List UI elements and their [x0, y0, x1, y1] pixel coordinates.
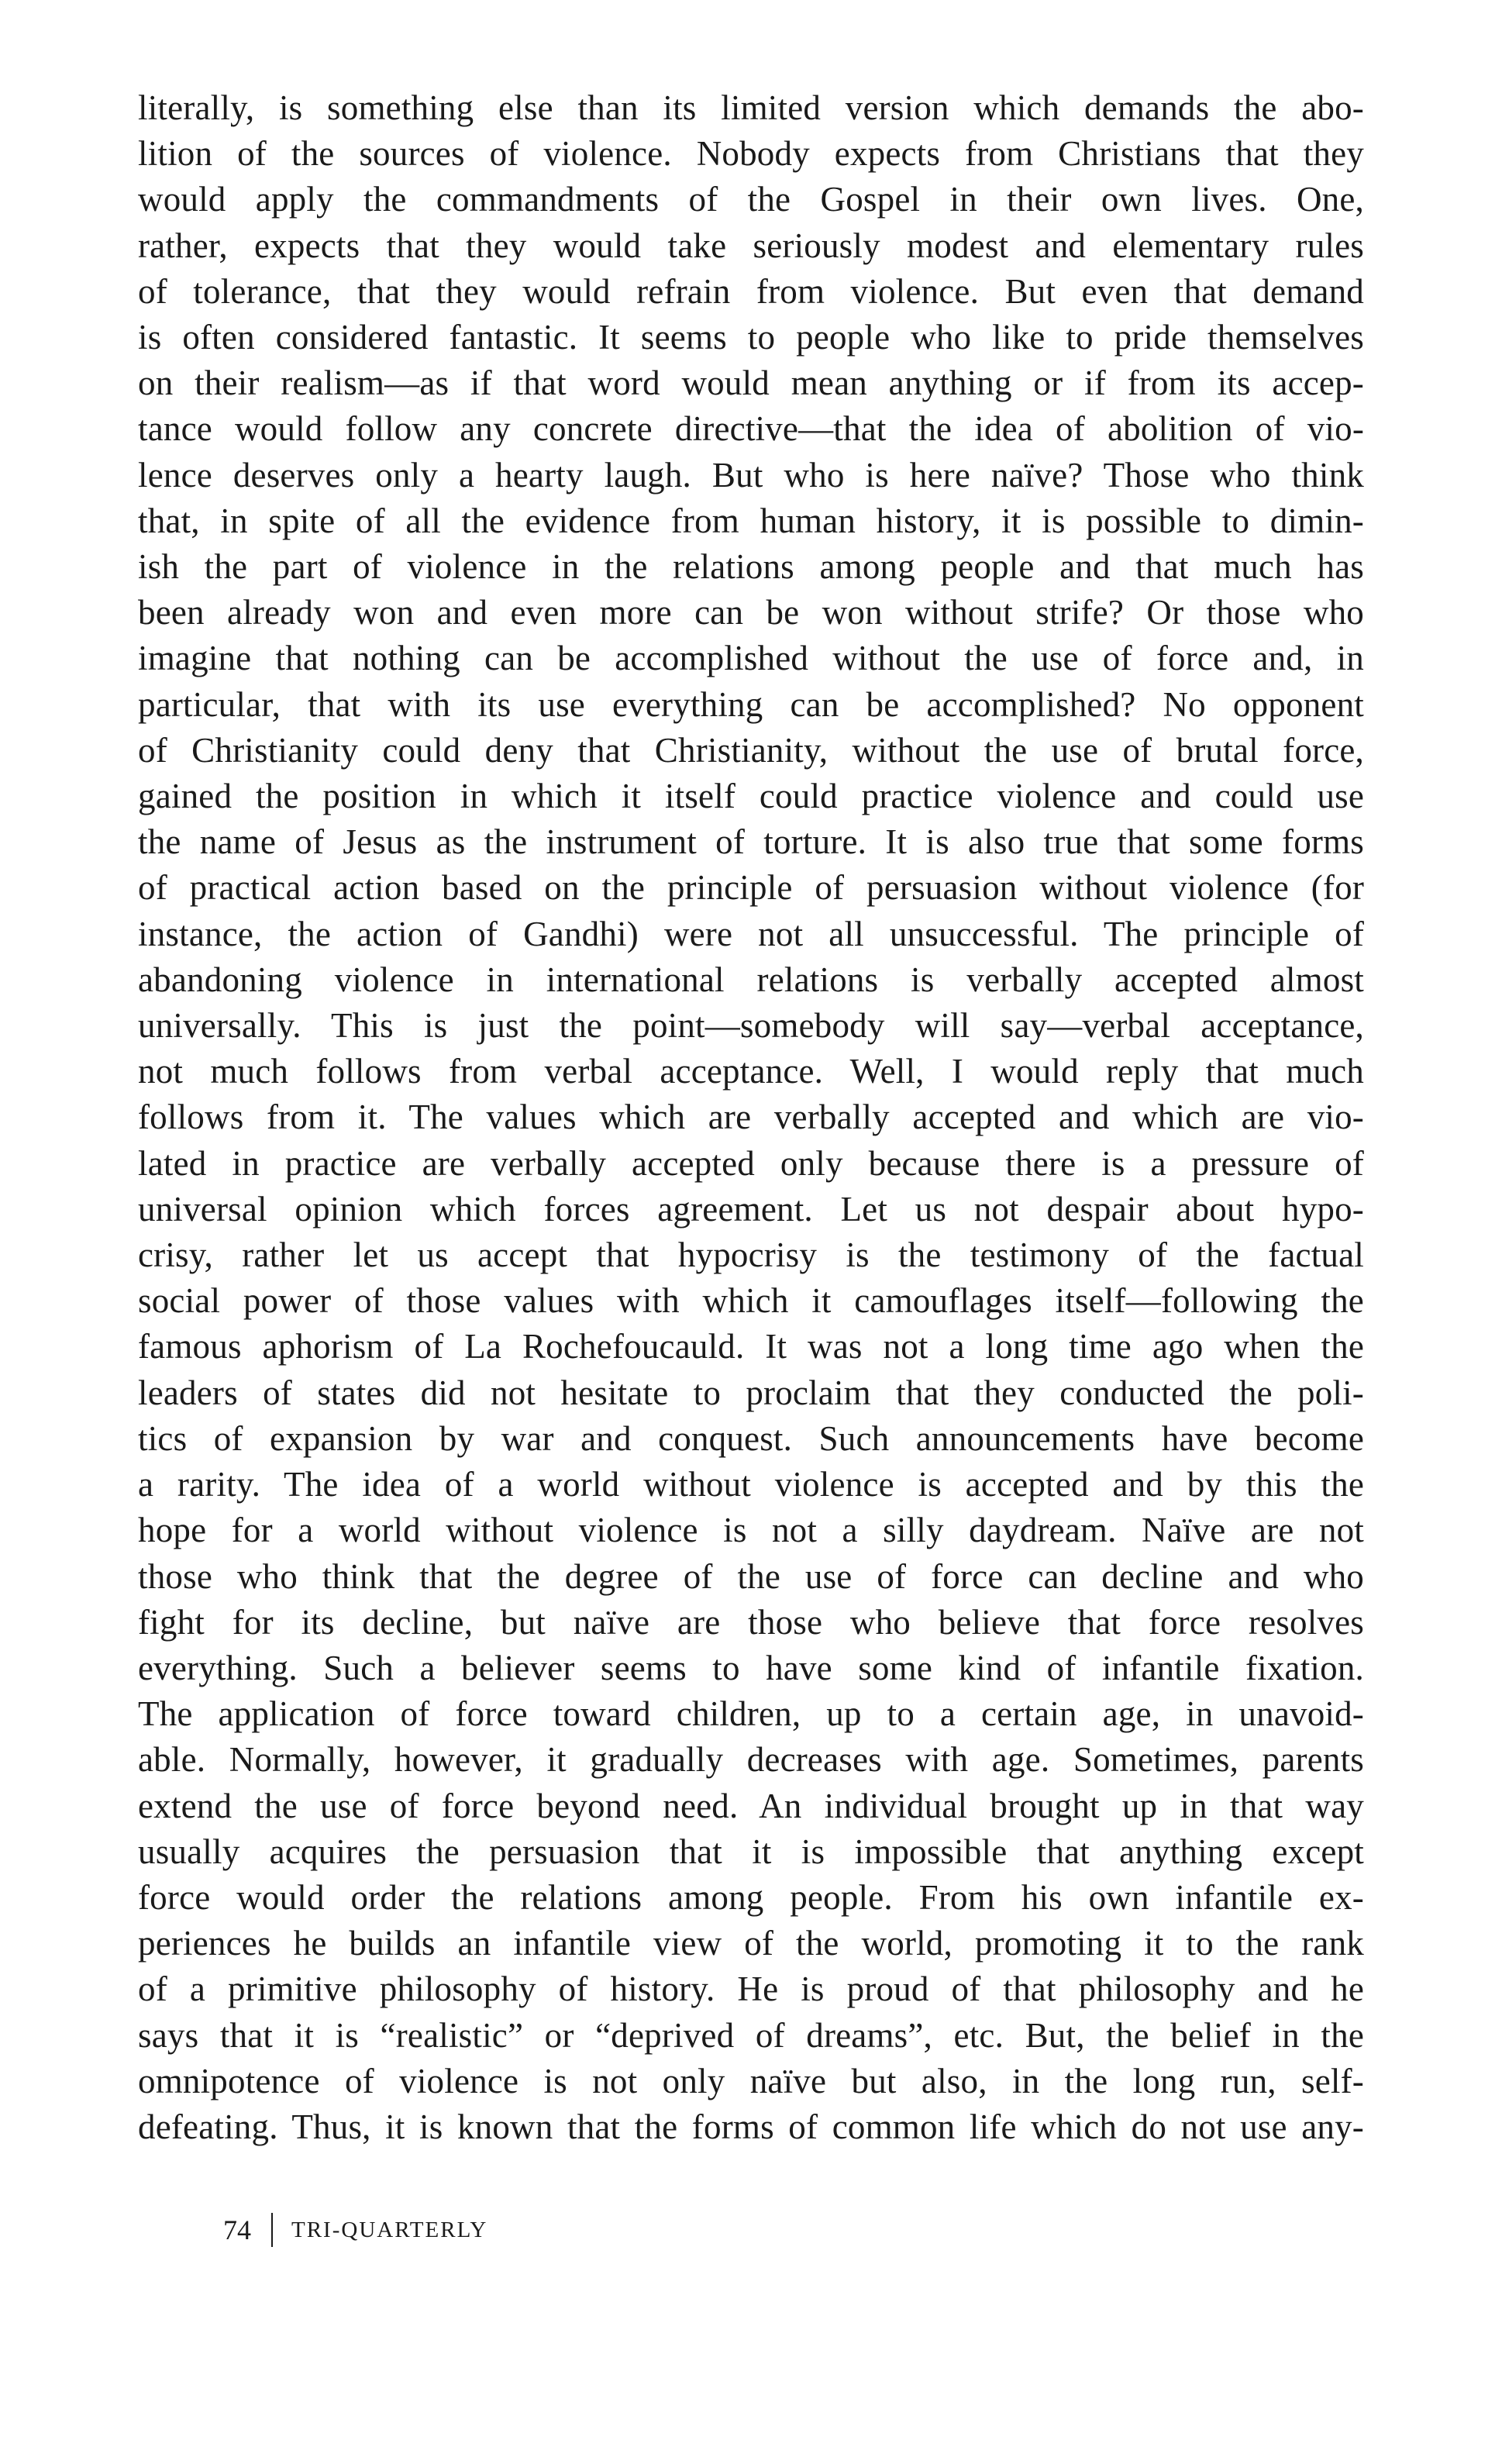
text-line: tics of expansion by war and conquest. Such announcements have become — [138, 1418, 1364, 1458]
text-line: usually acquires the persuasion that it is impossible that anything except — [138, 1832, 1364, 1871]
text-line: lated in practice are verbally accepted only because there is a pressure of — [138, 1143, 1364, 1183]
text-line: abandoning violence in international relations is verbally accepted almost — [138, 960, 1364, 999]
text-line: the name of Jesus as the instrument of torture. It is also true that some forms — [138, 822, 1364, 862]
text-line: fight for its decline, but naïve are those who believe that force resolves — [138, 1602, 1364, 1642]
page-footer — [223, 2213, 487, 2247]
text-line: able. Normally, however, it gradually decreases with age. Sometimes, parents — [138, 1740, 1364, 1780]
text-line: The application of force toward children, up to a certain age, in unavoid- — [138, 1694, 1364, 1734]
text-line: is often considered fantastic. It seems to people who like to pride themselves — [138, 318, 1364, 357]
text-line: lition of the sources of violence. Nobody expects from Christians that they — [138, 134, 1364, 174]
text-line: those who think that the degree of the use of force can decline and who — [138, 1556, 1364, 1596]
text-line: rather, expects that they would take seriously modest and elementary rules — [138, 226, 1364, 265]
text-line: famous aphorism of La Rochefoucauld. It was not a long time ago when the — [138, 1327, 1364, 1366]
text-line: universal opinion which forces agreement. Let us not despair about hypo- — [138, 1189, 1364, 1229]
page-number: 74 — [223, 2214, 251, 2245]
text-line: ish the part of violence in the relations among people and that much has — [138, 547, 1364, 587]
text-line: universally. This is just the point—somebody will say—verbal acceptance, — [138, 1006, 1364, 1046]
text-line: leaders of states did not hesitate to proclaim that they conducted the poli- — [138, 1373, 1364, 1412]
text-line: defeating. Thus, it is known that the forms of common life which do not use any- — [138, 2107, 1364, 2146]
text-line: particular, that with its use everything can be accomplished? No opponent — [138, 684, 1364, 724]
text-line: social power of those values with which it camouflages itself—following the — [138, 1281, 1364, 1321]
text-line: that, in spite of all the evidence from human history, it is possible to dimin- — [138, 501, 1364, 540]
text-line: omnipotence of violence is not only naïve but also, in the long run, self- — [138, 2061, 1364, 2100]
text-line: hope for a world without violence is not a silly daydream. Naïve are not — [138, 1511, 1364, 1550]
text-line: of Christianity could deny that Christianity, without the use of brutal force, — [138, 730, 1364, 770]
text-line: instance, the action of Gandhi) were not all unsuccessful. The principle of — [138, 914, 1364, 953]
text-line: on their realism—as if that word would mean anything or if from its accep- — [138, 364, 1364, 403]
text-line: extend the use of force beyond need. An individual brought up in that way — [138, 1786, 1364, 1825]
text-line: a rarity. The idea of a world without violence is accepted and by this the — [138, 1465, 1364, 1504]
text-line: says that it is “realistic” or “deprived of dreams”, etc. But, the belief in the — [138, 2015, 1364, 2055]
text-line: not much follows from verbal acceptance. Well, I would reply that much — [138, 1052, 1364, 1091]
text-line: force would order the relations among people. From his own infantile ex- — [138, 1877, 1364, 1917]
text-line: follows from it. The values which are verbally accepted and which are vio- — [138, 1098, 1364, 1137]
text-line: gained the position in which it itself could practice violence and could use — [138, 777, 1364, 816]
text-line: everything. Such a believer seems to have some kind of infantile fixation. — [138, 1648, 1364, 1687]
text-line: crisy, rather let us accept that hypocrisy is the testimony of the factual — [138, 1235, 1364, 1275]
text-line: literally, is something else than its limited version which demands the abo- — [138, 88, 1364, 127]
footer-divider — [271, 2213, 273, 2247]
text-line: periences he builds an infantile view of the world, promoting it to the rank — [138, 1924, 1364, 1963]
body-text — [138, 85, 1364, 2150]
text-line: been already won and even more can be won without strife? Or those who — [138, 593, 1364, 632]
text-line: of tolerance, that they would refrain from violence. But even that demand — [138, 271, 1364, 311]
text-line: tance would follow any concrete directive—that the idea of abolition of vio- — [138, 409, 1364, 449]
text-line: imagine that nothing can be accomplished without the use of force and, in — [138, 639, 1364, 678]
text-line: of a primitive philosophy of history. He is proud of that philosophy and he — [138, 1969, 1364, 2009]
text-line: would apply the commandments of the Gospel in their own lives. One, — [138, 180, 1364, 219]
journal-name: TRI-QUARTERLY — [291, 2217, 488, 2242]
text-line: lence deserves only a hearty laugh. But who is here naïve? Those who think — [138, 455, 1364, 495]
text-line: of practical action based on the principle of persuasion without violence (for — [138, 868, 1364, 908]
